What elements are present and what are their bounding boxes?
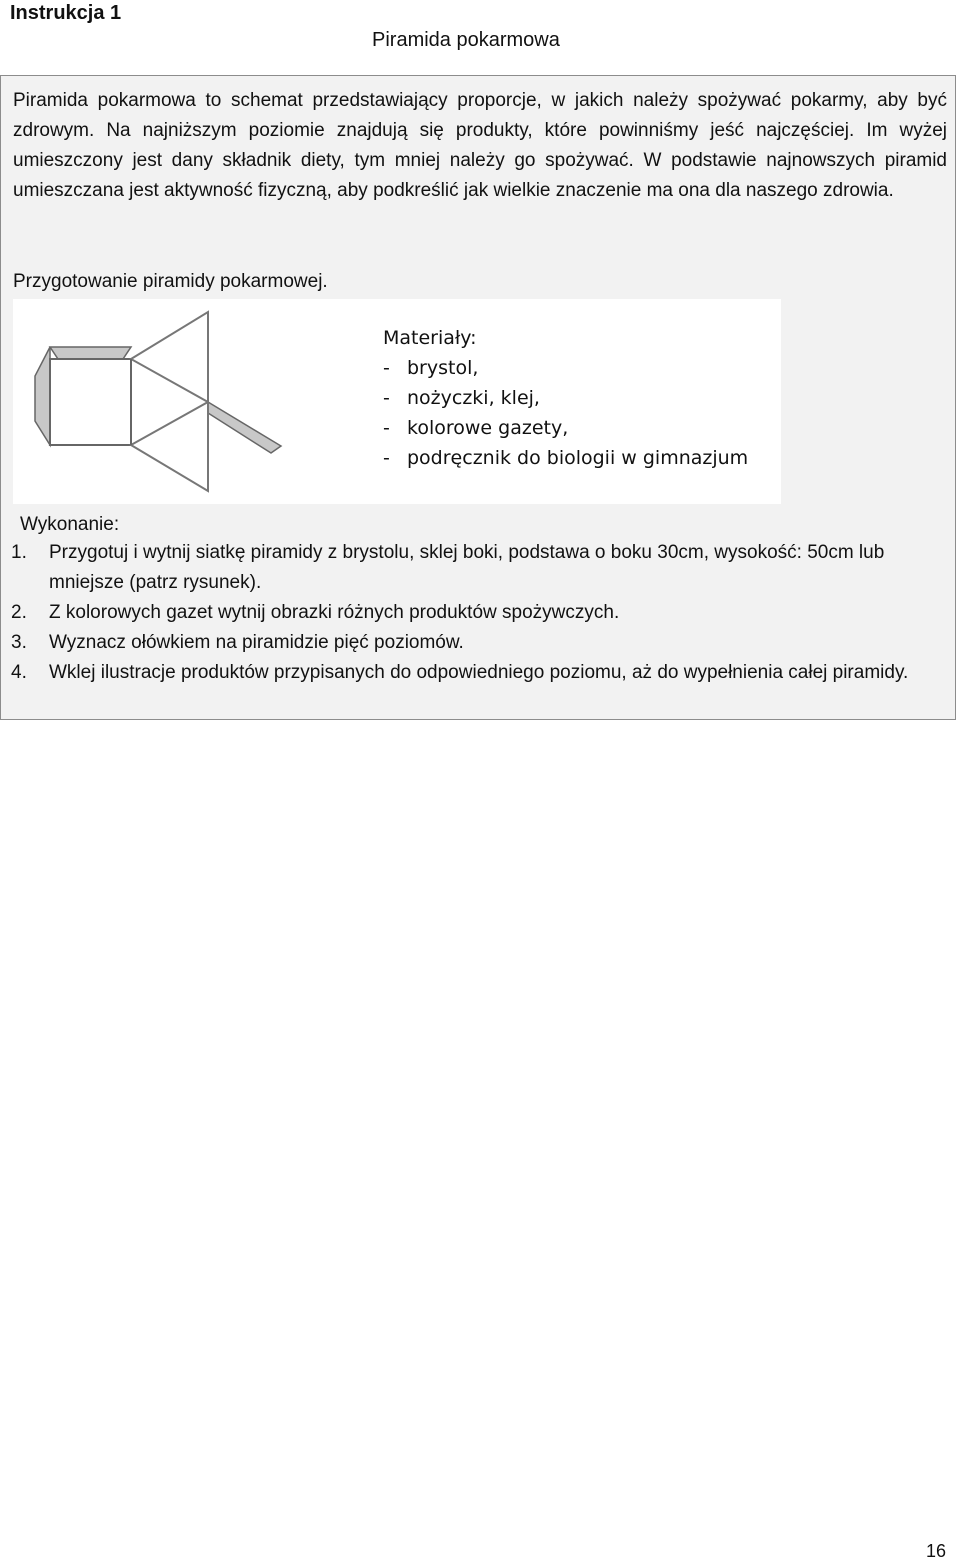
pyramid-face-lower bbox=[131, 402, 208, 491]
step-item bbox=[11, 598, 947, 628]
glue-flap-top bbox=[50, 347, 131, 359]
instruction-box bbox=[0, 75, 956, 720]
step-number: 4. bbox=[11, 662, 27, 683]
step-number: 3. bbox=[11, 632, 27, 653]
steps-heading: Wykonanie: bbox=[20, 514, 120, 535]
step-item bbox=[11, 628, 947, 658]
material-item: - brystol, bbox=[383, 357, 479, 379]
material-item: - nożyczki, klej, bbox=[383, 387, 540, 409]
step-text: Przygotuj i wytnij siatkę piramidy z brystolu, sklej boki, podstawa o boku 30cm, wysokość: 50cm lub mniejsze (patrz rysunek). bbox=[49, 542, 885, 593]
pyramid-net-diagram bbox=[13, 299, 383, 504]
glue-flap-left bbox=[35, 347, 50, 445]
materials-list bbox=[383, 323, 748, 473]
pyramid-face-upper bbox=[131, 312, 208, 402]
step-item bbox=[11, 538, 947, 598]
preparation-heading: Przygotowanie piramidy pokarmowej. bbox=[13, 271, 328, 292]
materials-heading: Materiały: bbox=[383, 327, 477, 349]
step-text: Wyznacz ołówkiem na piramidzie pięć poziomów. bbox=[49, 632, 464, 653]
glue-flap-diagonal bbox=[208, 402, 281, 453]
material-item: - kolorowe gazety, bbox=[383, 417, 569, 439]
pyramid-net-figure bbox=[13, 299, 781, 504]
step-text: Z kolorowych gazet wytnij obrazki różnych produktów spożywczych. bbox=[49, 602, 620, 623]
instruction-label: Instrukcja 1 bbox=[10, 2, 122, 24]
step-number: 1. bbox=[11, 542, 27, 563]
intro-paragraph: Piramida pokarmowa to schemat przedstawiający proporcje, w jakich należy spożywać pokarmy, aby być zdrowym. Na najniższym poziomie znajdują się produkty, które powinniśmy jeść najczęściej. Im wyżej umieszczony jest dany składnik diety, tym mniej należy go spożywać. W podstawie najnowszych piramid umieszczana jest aktywność fizyczną, aby podkreślić jak wielkie znaczenie ma ona dla naszego zdrowia. bbox=[13, 90, 947, 201]
step-text: Wklej ilustracje produktów przypisanych do odpowiedniego poziomu, aż do wypełnienia całej piramidy. bbox=[49, 662, 909, 683]
step-item bbox=[11, 658, 947, 688]
steps-list bbox=[11, 538, 947, 688]
page-number: 16 bbox=[926, 1541, 947, 1561]
step-number: 2. bbox=[11, 602, 27, 623]
pyramid-base-square bbox=[50, 359, 131, 445]
page-title: Piramida pokarmowa bbox=[372, 29, 560, 51]
material-item: - podręcznik do biologii w gimnazjum bbox=[383, 447, 749, 469]
